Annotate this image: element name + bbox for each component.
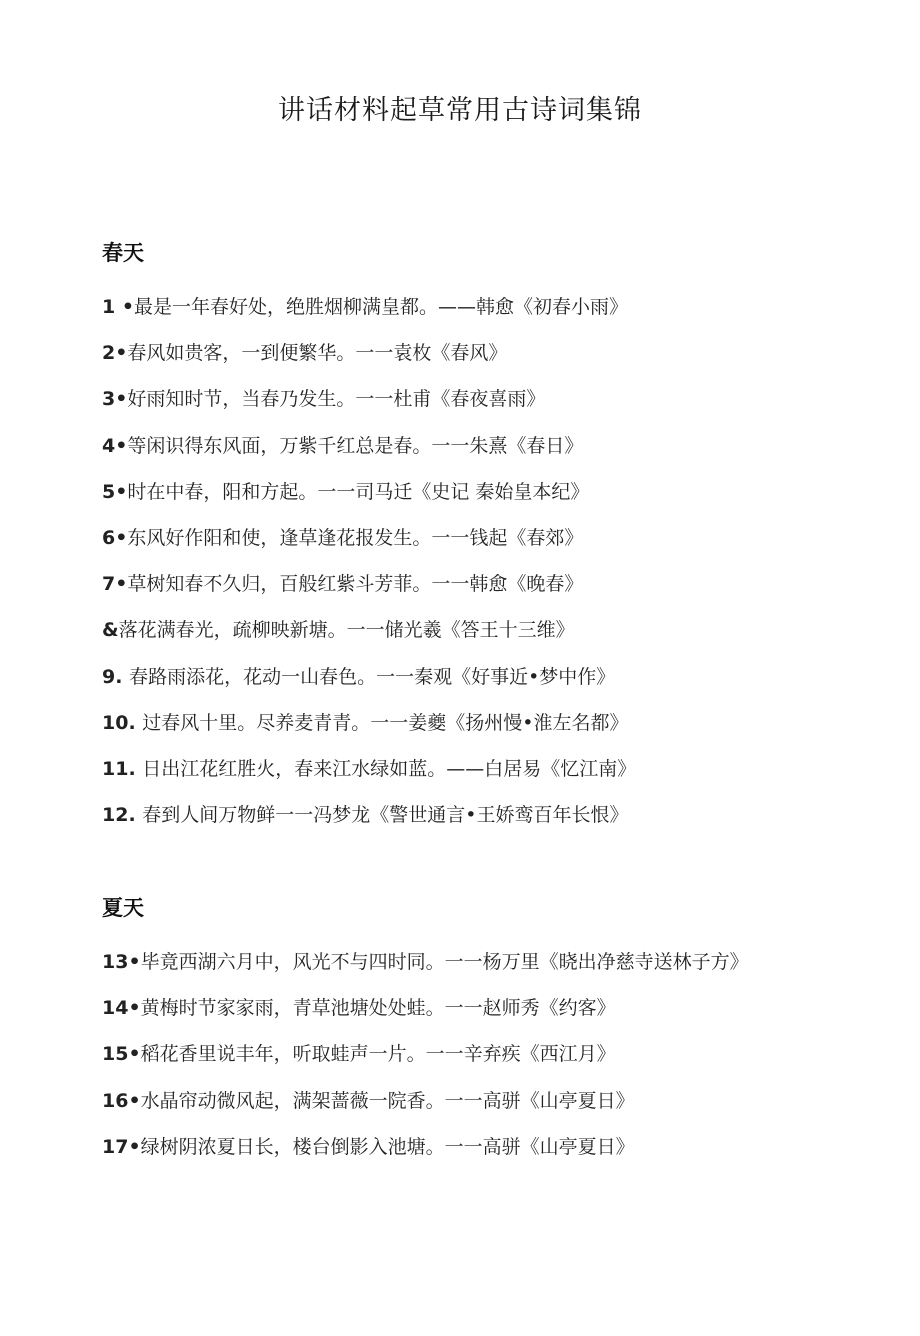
list-item [102, 330, 822, 376]
item-number: 7• [102, 573, 128, 596]
item-text: 东风好作阳和使，逢草逢花报发生。一一钱起《春郊》 [127, 527, 584, 550]
item-text: 绿树阴浓夏日长，楼台倒影入池塘。一一高骈《山亭夏日》 [140, 1135, 635, 1158]
item-text: 稻花香里说丰年，听取蛙声一片。一一辛弃疾《西江月》 [140, 1043, 616, 1066]
item-number: 17• [102, 1135, 141, 1158]
list-item [102, 376, 822, 422]
list-item [102, 1031, 822, 1077]
item-number: 1 • [102, 296, 134, 318]
item-text: 春路雨添花，花动一山春色。一一秦观《好事近•梦中作》 [129, 665, 616, 688]
item-number: 14• [102, 997, 141, 1020]
item-text: 毕竟西湖六月中，风光不与四时同。一一杨万里《晓出净慈寺送林子方》 [140, 951, 749, 973]
item-text: 时在中春，阳和方起。一一司马迁《史记 秦始皇本纪》 [127, 480, 590, 503]
item-text: 黄梅时节家家雨，青草池塘处处蛙。一一赵师秀《约客》 [140, 997, 616, 1020]
list-item [102, 423, 822, 469]
item-number: 15• [102, 1043, 141, 1066]
list-item [102, 792, 822, 838]
item-number: 12. [102, 804, 143, 827]
list-item [102, 700, 822, 746]
item-text: 春到人间万物鲜一一冯梦龙《警世通言•王娇鸾百年长恨》 [142, 804, 629, 827]
list-item [102, 985, 822, 1031]
list-item [102, 515, 822, 561]
list-item [102, 561, 822, 607]
item-number: 3• [102, 388, 128, 411]
item-text: 日出江花红胜火，春来江水绿如蓝。——白居易《忆江南》 [142, 758, 637, 781]
item-text: 好雨知时节，当春乃发生。一一杜甫《春夜喜雨》 [127, 388, 546, 411]
item-number: 6• [102, 527, 128, 550]
item-text: 过春风十里。尽养麦青青。一一姜夔《扬州慢•淮左名都》 [142, 711, 629, 734]
page-title: 讲话材料起草常用古诗词集锦 [278, 95, 642, 126]
poem-list [102, 939, 822, 1170]
section-summer [102, 893, 822, 1170]
list-item [102, 607, 822, 653]
item-number: 16• [102, 1089, 141, 1112]
item-number: 13• [102, 951, 141, 973]
item-number: 10. [102, 711, 143, 734]
list-item [102, 654, 822, 700]
list-item [102, 1124, 822, 1170]
section-heading: 春天 [102, 241, 144, 265]
item-number: 2• [102, 342, 128, 365]
item-text: 最是一年春好处，绝胜烟柳满皇都。——韩愈《初春小雨》 [133, 296, 628, 318]
poem-list [102, 284, 822, 838]
item-text: 草树知春不久归，百般红紫斗芳菲。一一韩愈《晚春》 [127, 573, 584, 596]
item-number: 9. [102, 665, 130, 688]
item-text: 水晶帘动微风起，满架蔷薇一院香。一一高骈《山亭夏日》 [140, 1089, 635, 1112]
list-item [102, 746, 822, 792]
item-text: 等闲识得东风面，万紫千红总是春。一一朱熹《春日》 [127, 434, 584, 457]
list-item [102, 939, 802, 985]
item-text: 落花满春光，疏柳映新塘。一一储光羲《答王十三维》 [118, 619, 575, 642]
section-spring [102, 238, 822, 838]
list-item [102, 284, 822, 330]
item-text: 春风如贵客，一到便繁华。一一袁枚《春风》 [127, 342, 508, 365]
item-number: 4• [102, 434, 128, 457]
section-heading: 夏天 [102, 896, 144, 920]
item-number: 5• [102, 480, 128, 503]
list-item [102, 1078, 822, 1124]
item-number: 11. [102, 758, 143, 781]
item-number: & [102, 619, 119, 642]
list-item [102, 469, 822, 515]
